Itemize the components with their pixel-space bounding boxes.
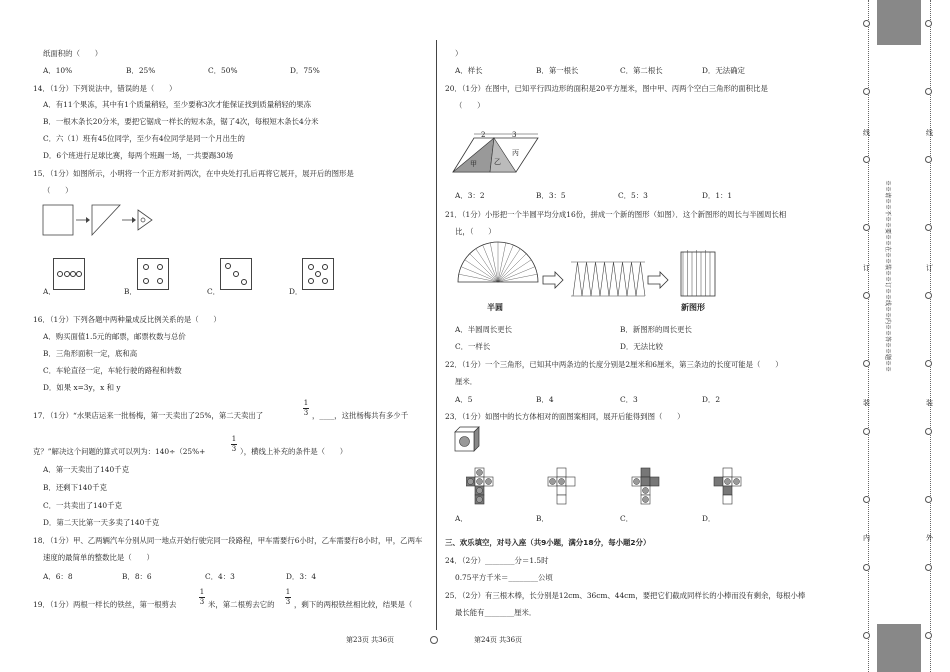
footer-right-page: 第24页 共36页 xyxy=(474,636,523,644)
q13-tail: 纸面积的（ ） xyxy=(43,49,103,58)
q20-stem-paren: （ ） xyxy=(455,101,485,110)
q22-option-c: C．3 xyxy=(620,395,638,404)
q17-fraction-2 xyxy=(231,436,237,453)
q20-option-d: D．1：1 xyxy=(702,191,733,200)
q22-stem: 22．（1分）一个三角形，已知其中两条边的长度分别是2厘米和6厘米，第三条边的长度可能是（ ） xyxy=(445,360,783,369)
q13-option-a: A．10% xyxy=(43,66,73,75)
binding-hole xyxy=(925,88,932,95)
q23-option-c: C． xyxy=(620,514,634,523)
q14-option-c: C．六（1）班有45位同学，至少有4位同学是同一个月出生的 xyxy=(43,134,245,143)
q15-stem-paren: （ ） xyxy=(43,186,73,195)
binding-char-bind-outer: 装 xyxy=(863,399,870,407)
q24-line2: 0.75平方千米＝________公顷 xyxy=(455,573,553,582)
q18-line1: 18．（1分）甲、乙两辆汽车分别从同一地点开始行驶完同一段路程，甲车需要行6小时，乙车需要行8小时，甲，乙两车 xyxy=(33,536,423,545)
q22-option-b: B．4 xyxy=(536,395,554,404)
q17-line1b: ，____，这批杨梅共有多少千 xyxy=(312,411,409,420)
q15-option-a-figure xyxy=(53,258,85,290)
q19-fraction-2-num: 1 xyxy=(285,588,291,596)
q23-option-b: B． xyxy=(536,514,549,523)
q23-option-d: D． xyxy=(702,514,716,523)
q19-fraction-2-den: 3 xyxy=(285,598,291,606)
q15-option-c-figure xyxy=(220,258,252,290)
binding-char-order-outer: 订 xyxy=(863,264,870,272)
q20-fig-label-3: 3 xyxy=(512,131,517,139)
binding-char-bind-inner: 装 xyxy=(926,399,933,407)
q22-stem-unit: 厘米． xyxy=(455,377,478,386)
q19-part-a: 19．（1分）两根一样长的铁丝，第一根剪去 xyxy=(33,600,177,609)
q21-fig-label-new-shape: 新图形 xyxy=(681,302,705,312)
footer-left-page: 第23页 共36页 xyxy=(346,636,395,644)
q15-option-b-figure xyxy=(137,258,169,290)
binding-char-inside: 内 xyxy=(863,534,870,542)
q19-fraction-1-den: 3 xyxy=(199,598,205,606)
q19-part-b: 米，第二根剪去它的 xyxy=(208,600,275,609)
q17-option-c: C．一共卖出了140千克 xyxy=(43,501,122,510)
binding-dotted-line-outer xyxy=(868,0,869,672)
binding-hole xyxy=(925,428,932,435)
binding-hole xyxy=(925,224,932,231)
q21-option-d: D．无法比较 xyxy=(620,342,663,351)
q19-option-c: C．第二根长 xyxy=(620,66,663,75)
binding-hole xyxy=(863,564,870,571)
q21-semicircle-figure xyxy=(455,240,725,318)
q17-line2a: 克？”解决这个问题的算式可以列为：140÷（25%+ xyxy=(33,447,206,456)
q20-fig-label-bing: 丙 xyxy=(512,149,519,157)
q25-line1: 25．（2分）有三根木棒，长分别是12cm、36cm、44cm，要把它们截成同样长的小棒而没有剩余，每根小棒 xyxy=(445,591,806,600)
q21-stem: 21．（1分）小彤把一个半圆平均分成16份，拼成一个新的图形（如图）．这个新图形的周长与半圆周长相 xyxy=(445,210,787,219)
q21-option-b: B．新图形的周长更长 xyxy=(620,325,692,334)
q15-option-d-figure xyxy=(302,258,334,290)
binding-char-line-outer: 线 xyxy=(863,129,870,137)
q15-folding-figure xyxy=(42,202,162,238)
q18-option-b: B．8：6 xyxy=(122,572,152,581)
binding-char-order-inner: 订 xyxy=(926,264,933,272)
q19-part-c: ，剩下的两根铁丝相比较，结果是（ xyxy=(294,600,413,609)
q19-fraction-2 xyxy=(285,589,291,606)
q20-fig-label-2: 2 xyxy=(481,131,486,139)
q17-fraction-2-den: 3 xyxy=(231,445,237,453)
binding-hole xyxy=(925,360,932,367)
page-divider xyxy=(436,40,437,630)
q13-option-c: C．50% xyxy=(208,66,238,75)
q15-stem: 15．（1分）如图所示，小明将一个正方形对折两次，在中央处打孔后再将它展开，展开后的图形是 xyxy=(33,169,354,178)
binding-hole xyxy=(863,156,870,163)
q21-fig-label-semicircle: 半圆 xyxy=(487,302,503,312)
binding-char-outside: 外 xyxy=(926,534,933,542)
q17-fraction-1-num: 1 xyxy=(303,399,309,407)
q17-option-b: B．还剩下140千克 xyxy=(43,483,107,492)
q23-option-a: A． xyxy=(455,514,468,523)
binding-hole xyxy=(863,428,870,435)
q17-fraction-1-den: 3 xyxy=(303,409,309,417)
q22-option-d: D．2 xyxy=(702,395,721,404)
q16-option-a: A．购买面值1.5元的邮票，邮票枚数与总价 xyxy=(43,332,186,341)
q15-option-a: A． xyxy=(43,287,56,296)
q16-option-b: B．三角形面积一定，底和高 xyxy=(43,349,138,358)
q15-option-c: C． xyxy=(207,287,221,296)
q17-option-d: D．第二天比第一天多卖了140千克 xyxy=(43,518,160,527)
binding-hole xyxy=(925,156,932,163)
q19-option-b: B．第一根长 xyxy=(536,66,579,75)
q17-fraction-2-num: 1 xyxy=(231,435,237,443)
q23-cuboid-figure xyxy=(454,426,480,452)
q21-option-a: A．半圆周长更长 xyxy=(455,325,513,334)
binding-char-line-inner: 线 xyxy=(926,129,933,137)
q14-stem: 14．（1分）下列说法中，错误的是（ ） xyxy=(33,84,177,93)
q17-fraction-1 xyxy=(303,400,309,417)
q24-line1: 24．（2分）________分＝1.5时 xyxy=(445,556,549,565)
q20-fig-label-yi: 乙 xyxy=(494,158,501,166)
q23-stem: 23．（1分）如图中的长方体相对的面图案相同，展开后能得到图（ ） xyxy=(445,412,685,421)
q18-option-a: A．6：8 xyxy=(43,572,73,581)
q20-fig-label-jia: 甲 xyxy=(470,160,477,168)
binding-hole xyxy=(925,20,932,27)
q16-option-d: D．如果 x=3y，x 和 y xyxy=(43,383,121,392)
binding-warning-text: ※※请※※不※※要※※在※※装※※订※※线※※内※※答※※题※※ xyxy=(884,180,891,373)
q16-option-c: C．车轮直径一定，车轮行驶的路程和转数 xyxy=(43,366,182,375)
q20-option-b: B．3：5 xyxy=(536,191,566,200)
q16-stem: 16．（1分）下列各题中两种量成反比例关系的是（ ） xyxy=(33,315,221,324)
q18-line2: 速度的最简单的整数比是（ ） xyxy=(43,553,154,562)
q21-option-c: C．一样长 xyxy=(455,342,491,351)
q19-option-d: D．无法确定 xyxy=(702,66,745,75)
binding-gray-block-bottom xyxy=(877,624,921,672)
binding-hole xyxy=(925,292,932,299)
q18-option-d: D．3：4 xyxy=(286,572,317,581)
q13-option-b: B．25% xyxy=(126,66,156,75)
q23-nets-figure xyxy=(466,466,766,524)
q17-line2b: ），横线上补充的条件是（ ） xyxy=(240,447,348,456)
q20-option-c: C．5：3 xyxy=(618,191,648,200)
binding-gray-block-top xyxy=(877,0,921,45)
binding-dotted-line-inner xyxy=(930,0,931,672)
q20-parallelogram-figure xyxy=(452,130,542,174)
section-3-heading: 三、欢乐填空，对号入座（共9小题，满分18分，每小题2分） xyxy=(445,538,651,547)
q17-line1a: 17．（1分）“水果店运来一批杨梅，第一天卖出了25%，第二天卖出了 xyxy=(33,411,264,420)
binding-hole xyxy=(863,496,870,503)
binding-hole xyxy=(925,564,932,571)
binding-hole xyxy=(925,632,932,639)
q19-option-a: A．样长 xyxy=(455,66,483,75)
q13-option-d: D．75% xyxy=(290,66,320,75)
q17-option-a: A．第一天卖出了140千克 xyxy=(43,465,129,474)
binding-hole xyxy=(863,292,870,299)
footer-center-circle xyxy=(430,636,438,644)
q15-option-d: D． xyxy=(289,287,303,296)
binding-hole xyxy=(863,88,870,95)
q20-stem: 20．（1分）在图中，已知平行四边形的面积是20平方厘米，图中甲、丙两个空白三角形的面积比是 xyxy=(445,84,768,93)
q21-stem-paren: 比，（ ） xyxy=(455,227,496,236)
q14-option-a: A．有11个果冻，其中有1个质量稍轻，至少要称3次才能保证找到质量稍轻的果冻 xyxy=(43,100,312,109)
binding-hole xyxy=(925,496,932,503)
binding-hole xyxy=(863,224,870,231)
q14-option-b: B．一根木条长20分米，要把它锯成一样长的短木条，锯了4次，每根短木条长4分米 xyxy=(43,117,319,126)
q19-tail: ） xyxy=(455,49,463,58)
binding-hole xyxy=(863,360,870,367)
q25-line2: 最长能有________厘米． xyxy=(455,608,537,617)
q14-option-d: D．6个班进行足球比赛，每两个班踢一场，一共要踢30场 xyxy=(43,151,234,160)
q22-option-a: A．5 xyxy=(455,395,473,404)
q18-option-c: C．4：3 xyxy=(205,572,235,581)
q19-fraction-1-num: 1 xyxy=(199,588,205,596)
binding-hole xyxy=(863,20,870,27)
q20-option-a: A．3：2 xyxy=(455,191,485,200)
q19-fraction-1 xyxy=(199,589,205,606)
q15-option-b: B． xyxy=(124,287,137,296)
binding-hole xyxy=(863,632,870,639)
